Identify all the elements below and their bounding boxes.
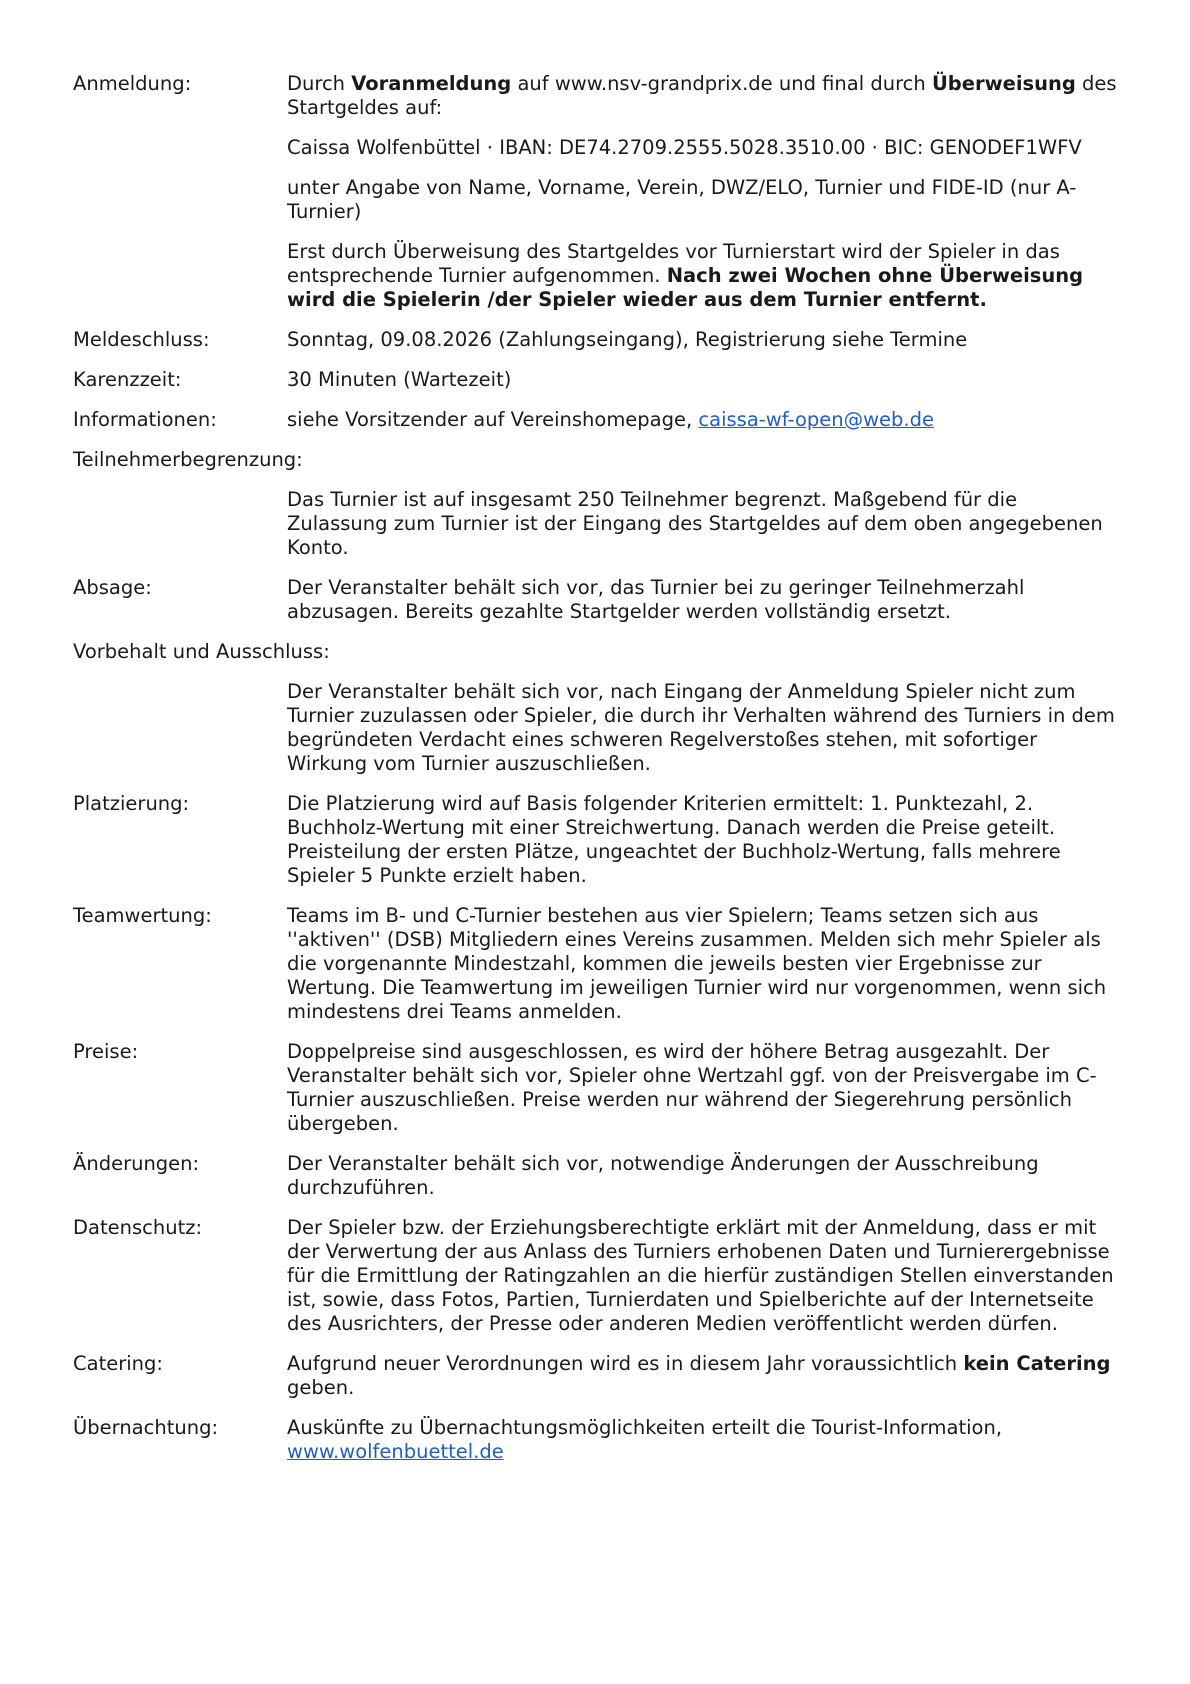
value-absage: Der Veranstalter behält sich vor, das Turnier bei zu geringer Teilnehmerzahl abzusagen. Bereits gezahlte Startgelder werden vollständig ersetzt. — [287, 576, 1025, 623]
value-vorbehalt: Der Veranstalter behält sich vor, nach Eingang der Anmeldung Spieler nicht zum Turnier zuzulassen oder Spieler, die durch ihr Verhalten während des Turniers in dem begründeten Verdacht eines schweren Regelverstoßes stehen, mit sofortiger Wirkung vom Turnier auszuschließen. — [287, 680, 1115, 775]
uebernachtung-text: Auskünfte zu Übernachtungsmöglichkeiten erteilt die Tourist-Information, — [287, 1416, 1003, 1439]
anmeldung-paragraph-4 — [287, 240, 1123, 312]
section-preise — [73, 1040, 1123, 1136]
value-platzierung: Die Platzierung wird auf Basis folgender Kriterien ermittelt: 1. Punktezahl, 2. Buchholz-Wertung mit einer Streichwertung. Danach werden die Preise geteilt. Preisteilung der ersten Plätze, ungeachtet der Buchholz-Wertung, falls mehrere Spieler 5 Punkte erzielt haben. — [287, 792, 1061, 887]
anmeldung-p4-bold-1: Nach zwei Wochen ohne Überweisung wird die Spielerin /der Spieler wieder aus dem Turnier entfernt. — [287, 264, 1084, 311]
value-anmeldung — [287, 72, 1123, 312]
label-datenschutz: Datenschutz: — [73, 1216, 203, 1239]
anmeldung-p1-text-1: Durch — [287, 72, 352, 95]
section-aenderungen — [73, 1152, 1123, 1200]
label-teilnehmerbegrenzung: Teilnehmerbegrenzung: — [73, 448, 303, 471]
section-anmeldung — [73, 72, 1123, 312]
email-link[interactable]: caissa-wf-open@web.de — [698, 408, 935, 431]
value-teamwertung: Teams im B- und C-Turnier bestehen aus vier Spielern; Teams setzen sich aus ''aktiven'' (DSB) Mitgliedern eines Vereins zusammen. Melden sich mehr Spieler als die vorgenannte Mindestzahl, kommen die jeweils besten vier Ergebnisse zur Wertung. Die Teamwertung im jeweiligen Turnier wird nur vorgenommen, wenn sich mindestens drei Teams anmelden. — [287, 904, 1107, 1023]
catering-text-1: Aufgrund neuer Verordnungen wird es in diesem Jahr voraussichtlich — [287, 1352, 964, 1375]
tourist-website-link[interactable]: www.wolfenbuettel.de — [287, 1440, 504, 1463]
section-platzierung — [73, 792, 1123, 888]
label-absage: Absage: — [73, 576, 152, 599]
value-aenderungen: Der Veranstalter behält sich vor, notwendige Änderungen der Ausschreibung durchzuführen. — [287, 1152, 1039, 1199]
anmeldung-p4-text-1: Erst durch Überweisung des Startgeldes vor Turnierstart wird der Spieler in das entsprechende Turnier aufgenommen. — [287, 240, 1060, 287]
label-preise: Preise: — [73, 1040, 139, 1063]
value-datenschutz: Der Spieler bzw. der Erziehungsberechtigte erklärt mit der Anmeldung, dass er mit der Verwertung der aus Anlass des Turniers erhobenen Daten und Turnierergebnisse für die Ermittlung der Ratingzahlen an die hierfür zuständigen Stellen einverstanden ist, sowie, dass Fotos, Partien, Turnierdaten und Spielberichte auf der Internetseite des Ausrichters, der Presse oder anderen Medien veröffentlicht werden dürfen. — [287, 1216, 1114, 1335]
value-informationen — [287, 408, 1123, 432]
value-meldeschluss: Sonntag, 09.08.2026 (Zahlungseingang), Registrierung siehe Termine — [287, 328, 968, 351]
anmeldung-p1-bold-1: Voranmeldung — [351, 72, 512, 95]
section-karenzzeit — [73, 368, 1123, 392]
label-informationen: Informationen: — [73, 408, 217, 431]
document-content — [73, 72, 1123, 1480]
section-catering — [73, 1352, 1123, 1400]
section-absage — [73, 576, 1123, 624]
label-aenderungen: Änderungen: — [73, 1152, 200, 1175]
value-karenzzeit: 30 Minuten (Wartezeit) — [287, 368, 512, 391]
anmeldung-paragraph-1 — [287, 72, 1123, 120]
section-datenschutz — [73, 1216, 1123, 1336]
label-uebernachtung: Übernachtung: — [73, 1416, 219, 1439]
label-platzierung: Platzierung: — [73, 792, 190, 815]
anmeldung-p1-text-3: des Startgeldes auf: — [287, 72, 1117, 119]
label-meldeschluss: Meldeschluss: — [73, 328, 210, 351]
value-teilnehmerbegrenzung: Das Turnier ist auf insgesamt 250 Teilnehmer begrenzt. Maßgebend für die Zulassung zum Turnier ist der Eingang des Startgeldes auf dem oben angegebenen Konto. — [287, 488, 1103, 559]
section-uebernachtung — [73, 1416, 1123, 1464]
section-teamwertung — [73, 904, 1123, 1024]
value-preise: Doppelpreise sind ausgeschlossen, es wird der höhere Betrag ausgezahlt. Der Veranstalter behält sich vor, Spieler ohne Wertzahl ggf. von der Preisvergabe im C-Turnier auszuschließen. Preise werden nur während der Siegerehrung persönlich übergeben. — [287, 1040, 1097, 1135]
catering-text-2: geben. — [287, 1376, 355, 1399]
label-vorbehalt: Vorbehalt und Ausschluss: — [73, 640, 330, 663]
section-meldeschluss — [73, 328, 1123, 352]
label-teamwertung: Teamwertung: — [73, 904, 212, 927]
value-catering — [287, 1352, 1123, 1400]
informationen-text: siehe Vorsitzender auf Vereinshomepage, — [287, 408, 699, 431]
label-catering: Catering: — [73, 1352, 163, 1375]
section-informationen — [73, 408, 1123, 432]
label-anmeldung: Anmeldung: — [73, 72, 192, 95]
anmeldung-bank-details: Caissa Wolfenbüttel · IBAN: DE74.2709.2555.5028.3510.00 · BIC: GENODEF1WFV — [287, 136, 1082, 159]
anmeldung-paragraph-3: unter Angabe von Name, Vorname, Verein, DWZ/ELO, Turnier und FIDE-ID (nur A-Turnier) — [287, 176, 1077, 223]
anmeldung-p1-bold-2: Überweisung — [931, 72, 1076, 95]
value-uebernachtung — [287, 1416, 1123, 1464]
anmeldung-p1-text-2: auf www.nsv-grandprix.de und final durch — [511, 72, 932, 95]
catering-bold: kein Catering — [963, 1352, 1111, 1375]
label-karenzzeit: Karenzzeit: — [73, 368, 182, 391]
